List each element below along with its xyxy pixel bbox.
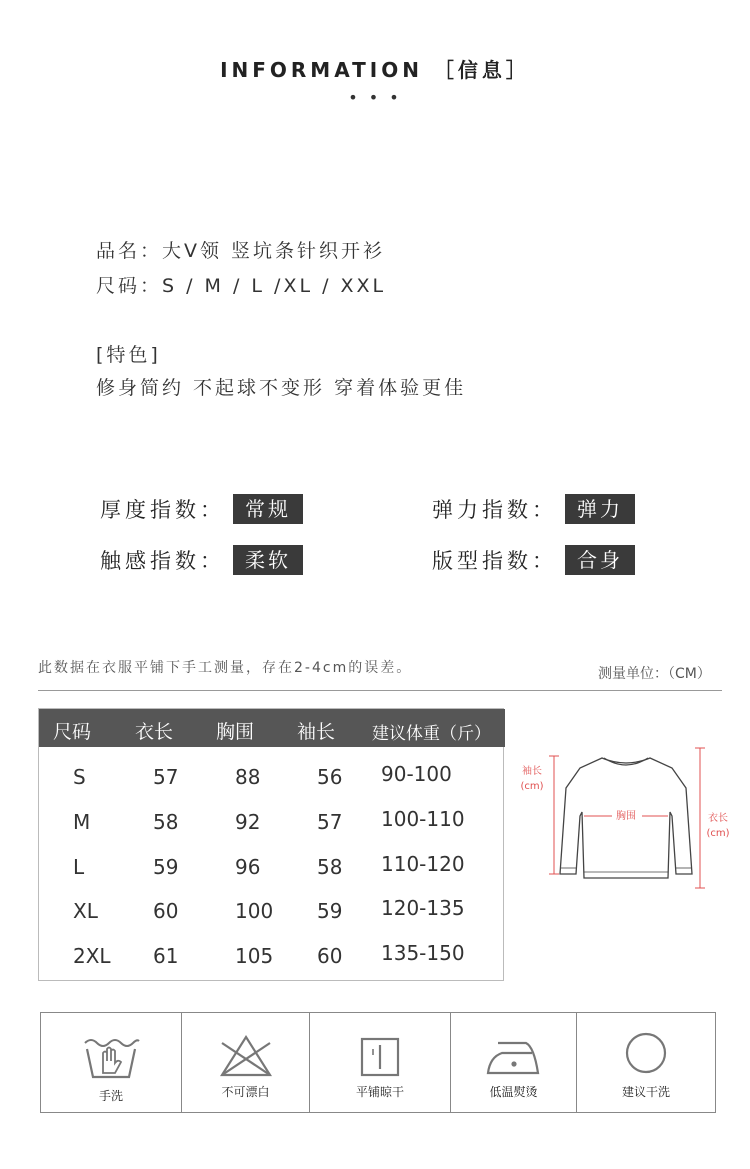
size-table [38, 708, 504, 981]
dry-flat-icon [348, 1029, 412, 1085]
thickness-value: 常规 [233, 494, 303, 524]
features-description: 修身简约 不起球不变形 穿着体验更佳 [96, 377, 467, 399]
cell-weight: 120-135 [381, 896, 465, 920]
cell-weight: 100-110 [381, 807, 465, 831]
cell-size: L [73, 855, 85, 879]
table-row [39, 896, 505, 943]
garment-diagram [518, 746, 740, 896]
low-iron-icon [482, 1029, 546, 1085]
fit-label: 版型指数： [432, 549, 557, 573]
length-label: 衣长 [708, 813, 728, 824]
care-instructions [40, 1012, 716, 1113]
measurement-note: 此数据在衣服平铺下手工测量，存在2-4cm的误差。 [38, 660, 413, 676]
cell-length: 60 [153, 899, 179, 923]
table-row [39, 852, 505, 899]
no-bleach-icon [214, 1029, 278, 1085]
touch-index [100, 545, 303, 575]
page-title: INFORMATION ［信息］ [220, 58, 530, 82]
table-row [39, 762, 505, 809]
cell-chest: 92 [235, 810, 261, 834]
touch-value: 柔软 [233, 545, 303, 575]
care-label: 手洗 [98, 1089, 123, 1103]
care-label: 低温熨烫 [489, 1085, 538, 1099]
header-size: 尺码 [53, 721, 92, 743]
sleeve-label: 袖长 [522, 766, 542, 777]
cell-size: S [73, 765, 86, 789]
title-dots: • • • [348, 88, 402, 107]
care-label: 建议干洗 [621, 1085, 670, 1099]
cell-weight: 90-100 [381, 762, 452, 786]
cell-chest: 88 [235, 765, 261, 789]
cell-chest: 96 [235, 855, 261, 879]
touch-label: 触感指数： [100, 549, 225, 573]
header-sleeve: 袖长 [297, 721, 336, 743]
thickness-label: 厚度指数： [100, 498, 225, 522]
fit-index [432, 545, 635, 575]
cell-size: 2XL [73, 944, 111, 968]
care-low-iron [451, 1013, 577, 1112]
size-table-header [39, 709, 505, 747]
elasticity-index [432, 494, 635, 524]
chest-label: 胸围 [616, 811, 636, 822]
hand-wash-icon [79, 1029, 143, 1085]
length-unit: (cm) [706, 828, 730, 839]
header-weight: 建议体重（斤） [372, 724, 491, 744]
cell-size: XL [73, 899, 98, 923]
header-length: 衣长 [135, 721, 174, 743]
table-row [39, 941, 505, 988]
thickness-index [100, 494, 303, 524]
header-chest: 胸围 [216, 721, 255, 743]
care-dry-clean [577, 1013, 715, 1112]
elasticity-value: 弹力 [565, 494, 635, 524]
cell-length: 61 [153, 944, 179, 968]
cell-sleeve: 56 [317, 765, 343, 789]
dry-clean-icon [614, 1029, 678, 1085]
care-label: 不可漂白 [221, 1085, 270, 1099]
product-name: 品名：大V领 竖坑条针织开衫 [96, 240, 386, 262]
sleeve-unit: (cm) [520, 781, 544, 792]
cell-chest: 105 [235, 944, 274, 968]
cell-sleeve: 60 [317, 944, 343, 968]
care-no-bleach [182, 1013, 310, 1112]
table-row [39, 807, 505, 854]
cell-weight: 110-120 [381, 852, 465, 876]
fit-value: 合身 [565, 545, 635, 575]
cell-length: 59 [153, 855, 179, 879]
cell-length: 58 [153, 810, 179, 834]
size-list: 尺码：S / M / L /XL / XXL [96, 275, 387, 297]
care-dry-flat [310, 1013, 451, 1112]
divider [38, 690, 722, 691]
cell-sleeve: 59 [317, 899, 343, 923]
cell-weight: 135-150 [381, 941, 465, 965]
cell-sleeve: 57 [317, 810, 343, 834]
features-title: [特色] [96, 344, 161, 366]
care-label: 平铺晾干 [355, 1085, 404, 1099]
cell-chest: 100 [235, 899, 274, 923]
care-hand-wash [41, 1013, 182, 1112]
cell-length: 57 [153, 765, 179, 789]
measurement-unit: 测量单位：（CM） [598, 666, 711, 682]
cell-size: M [73, 810, 91, 834]
cell-sleeve: 58 [317, 855, 343, 879]
elasticity-label: 弹力指数： [432, 498, 557, 522]
